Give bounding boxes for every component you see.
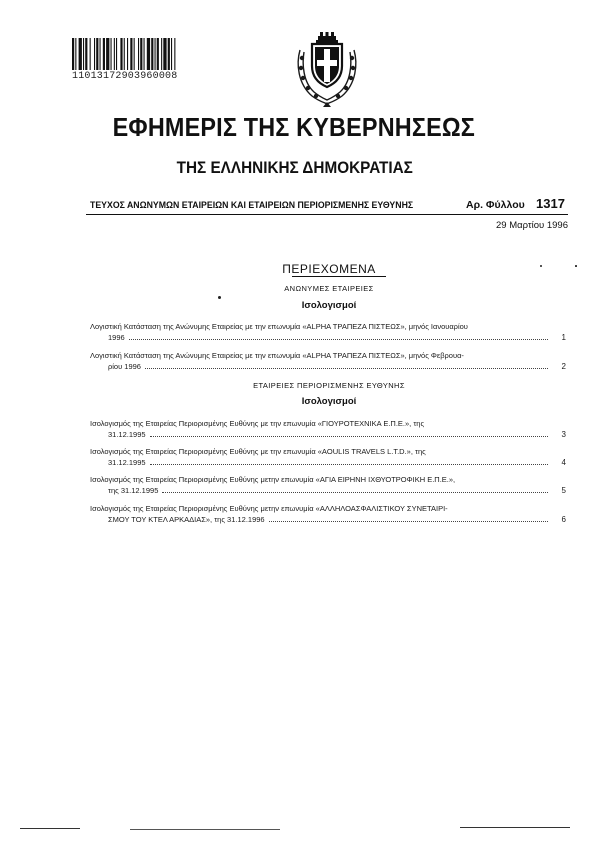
gazette-subtitle: ΤΗΣ ΕΛΛΗΝΙΚΗΣ ΔΗΜΟΚΡΑΤΙΑΣ	[176, 158, 413, 177]
contents-entry	[90, 418, 566, 440]
contents-heading: ΠΕΡΙΕΧΟΜΕΝΑ	[282, 262, 376, 276]
entry-text: Ισολογισμός της Εταιρείας Περιορισμένης Ευθύνης με την επωνυμία «ΓΙΟΥΡΟΤΕΧΝΙΚΑ Ε.Π.Ε.», της	[90, 419, 425, 428]
barcode-image	[72, 38, 212, 70]
scan-speck	[540, 265, 542, 267]
scan-speck	[575, 265, 577, 267]
entry-page-number: 6	[561, 515, 566, 524]
issue-date: 29 Μαρτίου 1996	[496, 220, 568, 231]
contents-entry	[90, 474, 566, 496]
section-heading-limited-liability-companies: ΕΤΑΙΡΕΙΕΣ ΠΕΡΙΟΡΙΣΜΕΝΗΣ ΕΥΘΥΝΗΣ	[253, 381, 405, 390]
contents-entry	[90, 446, 566, 468]
dot-leader	[269, 514, 548, 522]
sheet-number: 1317	[536, 196, 565, 211]
entry-page-number: 1	[561, 333, 566, 342]
entry-text-continued: 31.12.1995	[108, 458, 146, 467]
header-divider	[86, 214, 568, 215]
entry-page-number: 4	[561, 458, 566, 467]
sheet-label: Αρ. Φύλλου	[466, 199, 525, 211]
entry-text-continued: ρίου 1996	[108, 362, 141, 371]
entry-text-continued: ΣΜΟΥ ΤΟΥ ΚΤΕΛ ΑΡΚΑΔΙΑΣ», της 31.12.1996	[108, 515, 265, 524]
contents-underline	[292, 276, 386, 277]
entry-text-continued: 31.12.1995	[108, 430, 146, 439]
entry-text: Ισολογισμός της Εταιρείας Περιορισμένης Ευθύνης μετην επωνυμία «ΑΛΛΗΛΟΑΣΦΑΛΙΣΤΙΚΟΥ ΣΥΝΕΤΑΙΡΙ-	[90, 504, 448, 513]
dot-leader	[150, 457, 548, 465]
dot-leader	[162, 485, 548, 493]
barcode-number: 11013172903960008	[72, 71, 178, 82]
entry-text: Ισολογισμός της Εταιρείας Περιορισμένης Ευθύνης μετην επωνυμία «ΑΓΙΑ ΕΙΡΗΝΗ ΙΧΘΥΟΤΡΟΦΙΚΗ Ε.Π.Ε.»,	[90, 475, 456, 484]
entry-text: Λογιστική Κατάσταση της Ανώνυμης Εταιρείας με την επωνυμία «ALPHA ΤΡΑΠΕΖΑ ΠΙΣΤΕΩΣ», μηνός Φεβρουα-	[90, 351, 464, 360]
subheading-balance-sheets: Ισολογισμοί	[301, 300, 357, 311]
dot-leader	[150, 429, 548, 437]
dot-leader	[145, 361, 548, 369]
entry-text-continued: 1996	[108, 333, 125, 342]
contents-entry	[90, 503, 566, 525]
scan-edge-mark	[20, 828, 80, 829]
gazette-title: ΕΦΗΜΕΡΙΣ ΤΗΣ ΚΥΒΕΡΝΗΣΕΩΣ	[112, 112, 476, 142]
contents-entry	[90, 350, 566, 372]
greek-coat-of-arms-icon	[290, 32, 364, 108]
scan-speck	[218, 296, 221, 299]
scan-edge-mark	[460, 827, 570, 828]
entry-page-number: 2	[561, 362, 566, 371]
entry-text: Λογιστική Κατάσταση της Ανώνυμης Εταιρείας με την επωνυμία «ALPHA ΤΡΑΠΕΖΑ ΠΙΣΤΕΩΣ», μηνός Ιανουαρίου	[90, 322, 468, 331]
scan-edge-mark	[130, 829, 280, 830]
entry-text: Ισολογισμός της Εταιρείας Περιορισμένης Ευθύνης με την επωνυμία «AOULIS TRAVELS L.T.D.», της	[90, 447, 426, 456]
dot-leader	[129, 332, 548, 340]
issue-type: ΤΕΥΧΟΣ ΑΝΩΝΥΜΩΝ ΕΤΑΙΡΕΙΩΝ ΚΑΙ ΕΤΑΙΡΕΙΩΝ ΠΕΡΙΟΡΙΣΜΕΝΗΣ ΕΥΘΥΝΗΣ	[90, 200, 414, 211]
section-heading-anonymous-companies: ΑΝΩΝΥΜΕΣ ΕΤΑΙΡΕΙΕΣ	[284, 284, 374, 293]
entry-page-number: 3	[561, 430, 566, 439]
contents-entry	[90, 321, 566, 343]
entry-page-number: 5	[561, 486, 566, 495]
entry-text-continued: της 31.12.1995	[108, 486, 159, 495]
subheading-balance-sheets: Ισολογισμοί	[301, 396, 357, 407]
